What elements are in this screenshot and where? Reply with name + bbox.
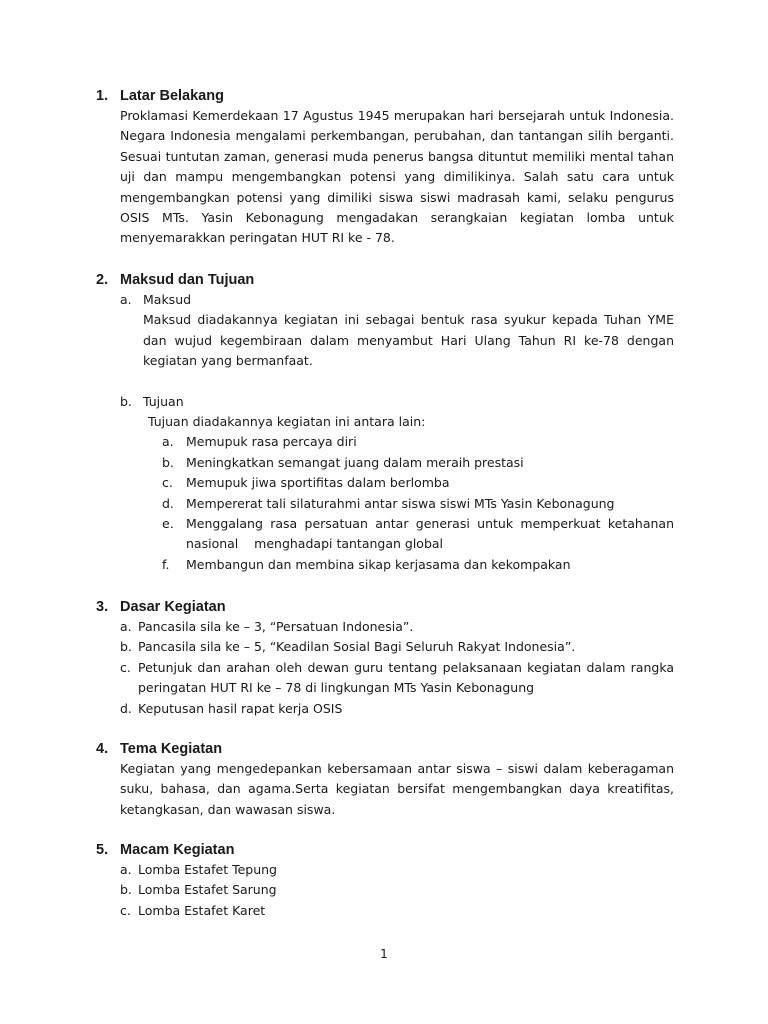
list-item [120,637,674,657]
list-text: Mempererat tali silaturahmi antar siswa siswi MTs Yasin Kebonagung [186,495,615,511]
list-text: Memupuk rasa percaya diri [186,434,357,450]
list-text: Lomba Estafet Tepung [138,862,277,877]
list-text: Memupuk jiwa sportifitas dalam berlomba [186,475,450,491]
list-item [162,555,674,575]
list-text: Menggalang rasa persatuan antar generasi untuk memperkuat ketahanan nasional menghadapi tantangan global [186,516,678,552]
list-item [120,880,674,900]
section-latar-belakang [96,86,674,249]
subsection-tujuan [120,392,674,412]
section-tema-kegiatan [96,739,674,820]
list-label: b. [120,393,132,409]
section-number: 1. [96,88,109,104]
maksud-paragraph: Maksud diadakannya kegiatan ini sebagai bentuk rasa syukur kepada Tuhan YME dan wujud kegembiraan dalam menyambut Hari Ulang Tahun RI ke-78 dengan kegiatan yang bermanfaat. [143,312,674,369]
list-label: a. [162,434,174,450]
list-item [162,494,674,514]
list-label: f. [162,556,170,572]
list-item [120,617,674,637]
section-number: 5. [96,842,109,858]
section-title: Macam Kegiatan [120,842,235,858]
list-label: e. [162,516,174,532]
subsection-title: Maksud [143,292,192,307]
list-label: a. [120,862,132,877]
list-text: Lomba Estafet Karet [138,902,266,918]
list-text: Pancasila sila ke – 3, “Persatuan Indonesia”. [138,619,414,634]
list-item [120,658,674,699]
section-title: Tema Kegiatan [120,741,223,757]
section-macam-kegiatan [96,840,674,921]
list-label: b. [120,882,132,898]
tujuan-intro-text: Tujuan diadakannya kegiatan ini antara lain: [148,414,426,430]
section-heading [96,597,674,617]
section-number: 3. [96,599,109,615]
section-number: 4. [96,741,109,757]
list-label: a. [120,619,132,634]
list-label: c. [162,475,173,491]
tujuan-list [162,432,678,575]
list-text: Membangun dan membina sikap kerjasama dan kekompakan [186,556,571,572]
list-label: b. [120,639,132,655]
list-text: Meningkatkan semangat juang dalam meraih prestasi [186,454,524,470]
list-label: c. [120,902,131,918]
section-dasar-kegiatan [96,597,674,719]
list-item [120,901,674,921]
list-item [120,699,674,719]
list-item [162,453,674,473]
list-label: d. [120,700,132,716]
list-item [120,860,674,880]
dasar-list [120,617,674,719]
list-text: Lomba Estafet Sarung [138,882,277,898]
page-number: 1 [380,947,388,961]
list-text: Pancasila sila ke – 5, “Keadilan Sosial Bagi Seluruh Rakyat Indonesia”. [138,639,576,655]
list-text: Keputusan hasil rapat kerja OSIS [138,700,343,716]
section-heading [96,86,674,106]
list-text: Petunjuk dan arahan oleh dewan guru tentang pelaksanaan kegiatan dalam rangka peringatan HUT RI ke – 78 di lingkungan MTs Yasin Kebonagung [138,659,674,696]
list-item [162,473,674,493]
subsection-title: Tujuan [143,393,184,409]
list-item [162,514,678,555]
section-maksud-tujuan [96,270,678,575]
list-item [162,432,674,452]
section-title: Dasar Kegiatan [120,599,226,615]
section-heading [96,270,674,290]
section-paragraph: Kegiatan yang mengedepankan kebersamaan antar siswa – siswi dalam keberagaman suku, bahasa, dan agama.Serta kegiatan bersifat mengembangkan daya kreatifitas, ketangkasan, dan wawasan siswa. [120,761,674,817]
list-label: b. [162,454,174,470]
subsection-maksud [120,290,674,310]
section-heading [96,840,674,860]
macam-list [120,860,674,921]
list-label: d. [162,495,174,511]
section-heading [96,739,674,759]
section-title: Latar Belakang [120,88,224,104]
section-number: 2. [96,272,109,288]
section-title: Maksud dan Tujuan [120,272,255,288]
tujuan-intro [148,412,674,432]
list-label: a. [120,292,132,307]
section-paragraph: Proklamasi Kemerdekaan 17 Agustus 1945 merupakan hari bersejarah untuk Indonesia. Negara Indonesia mengalami perkembangan, perubahan, dan tantangan silih berganti. Sesuai tuntutan zaman, generasi muda penerus bangsa dituntut memiliki mental tahan uji dan mampu mengembangkan potensi yang dimilikinya. Salah satu cara untuk mengembangkan potensi yang dimiliki siswa siswi madrasah kami, selaku pengurus OSIS MTs. Yasin Kebonagung mengadakan serangkaian kegiatan lomba untuk menyemarakkan peringatan HUT RI ke - 78. [120,108,674,246]
list-label: c. [120,659,131,675]
